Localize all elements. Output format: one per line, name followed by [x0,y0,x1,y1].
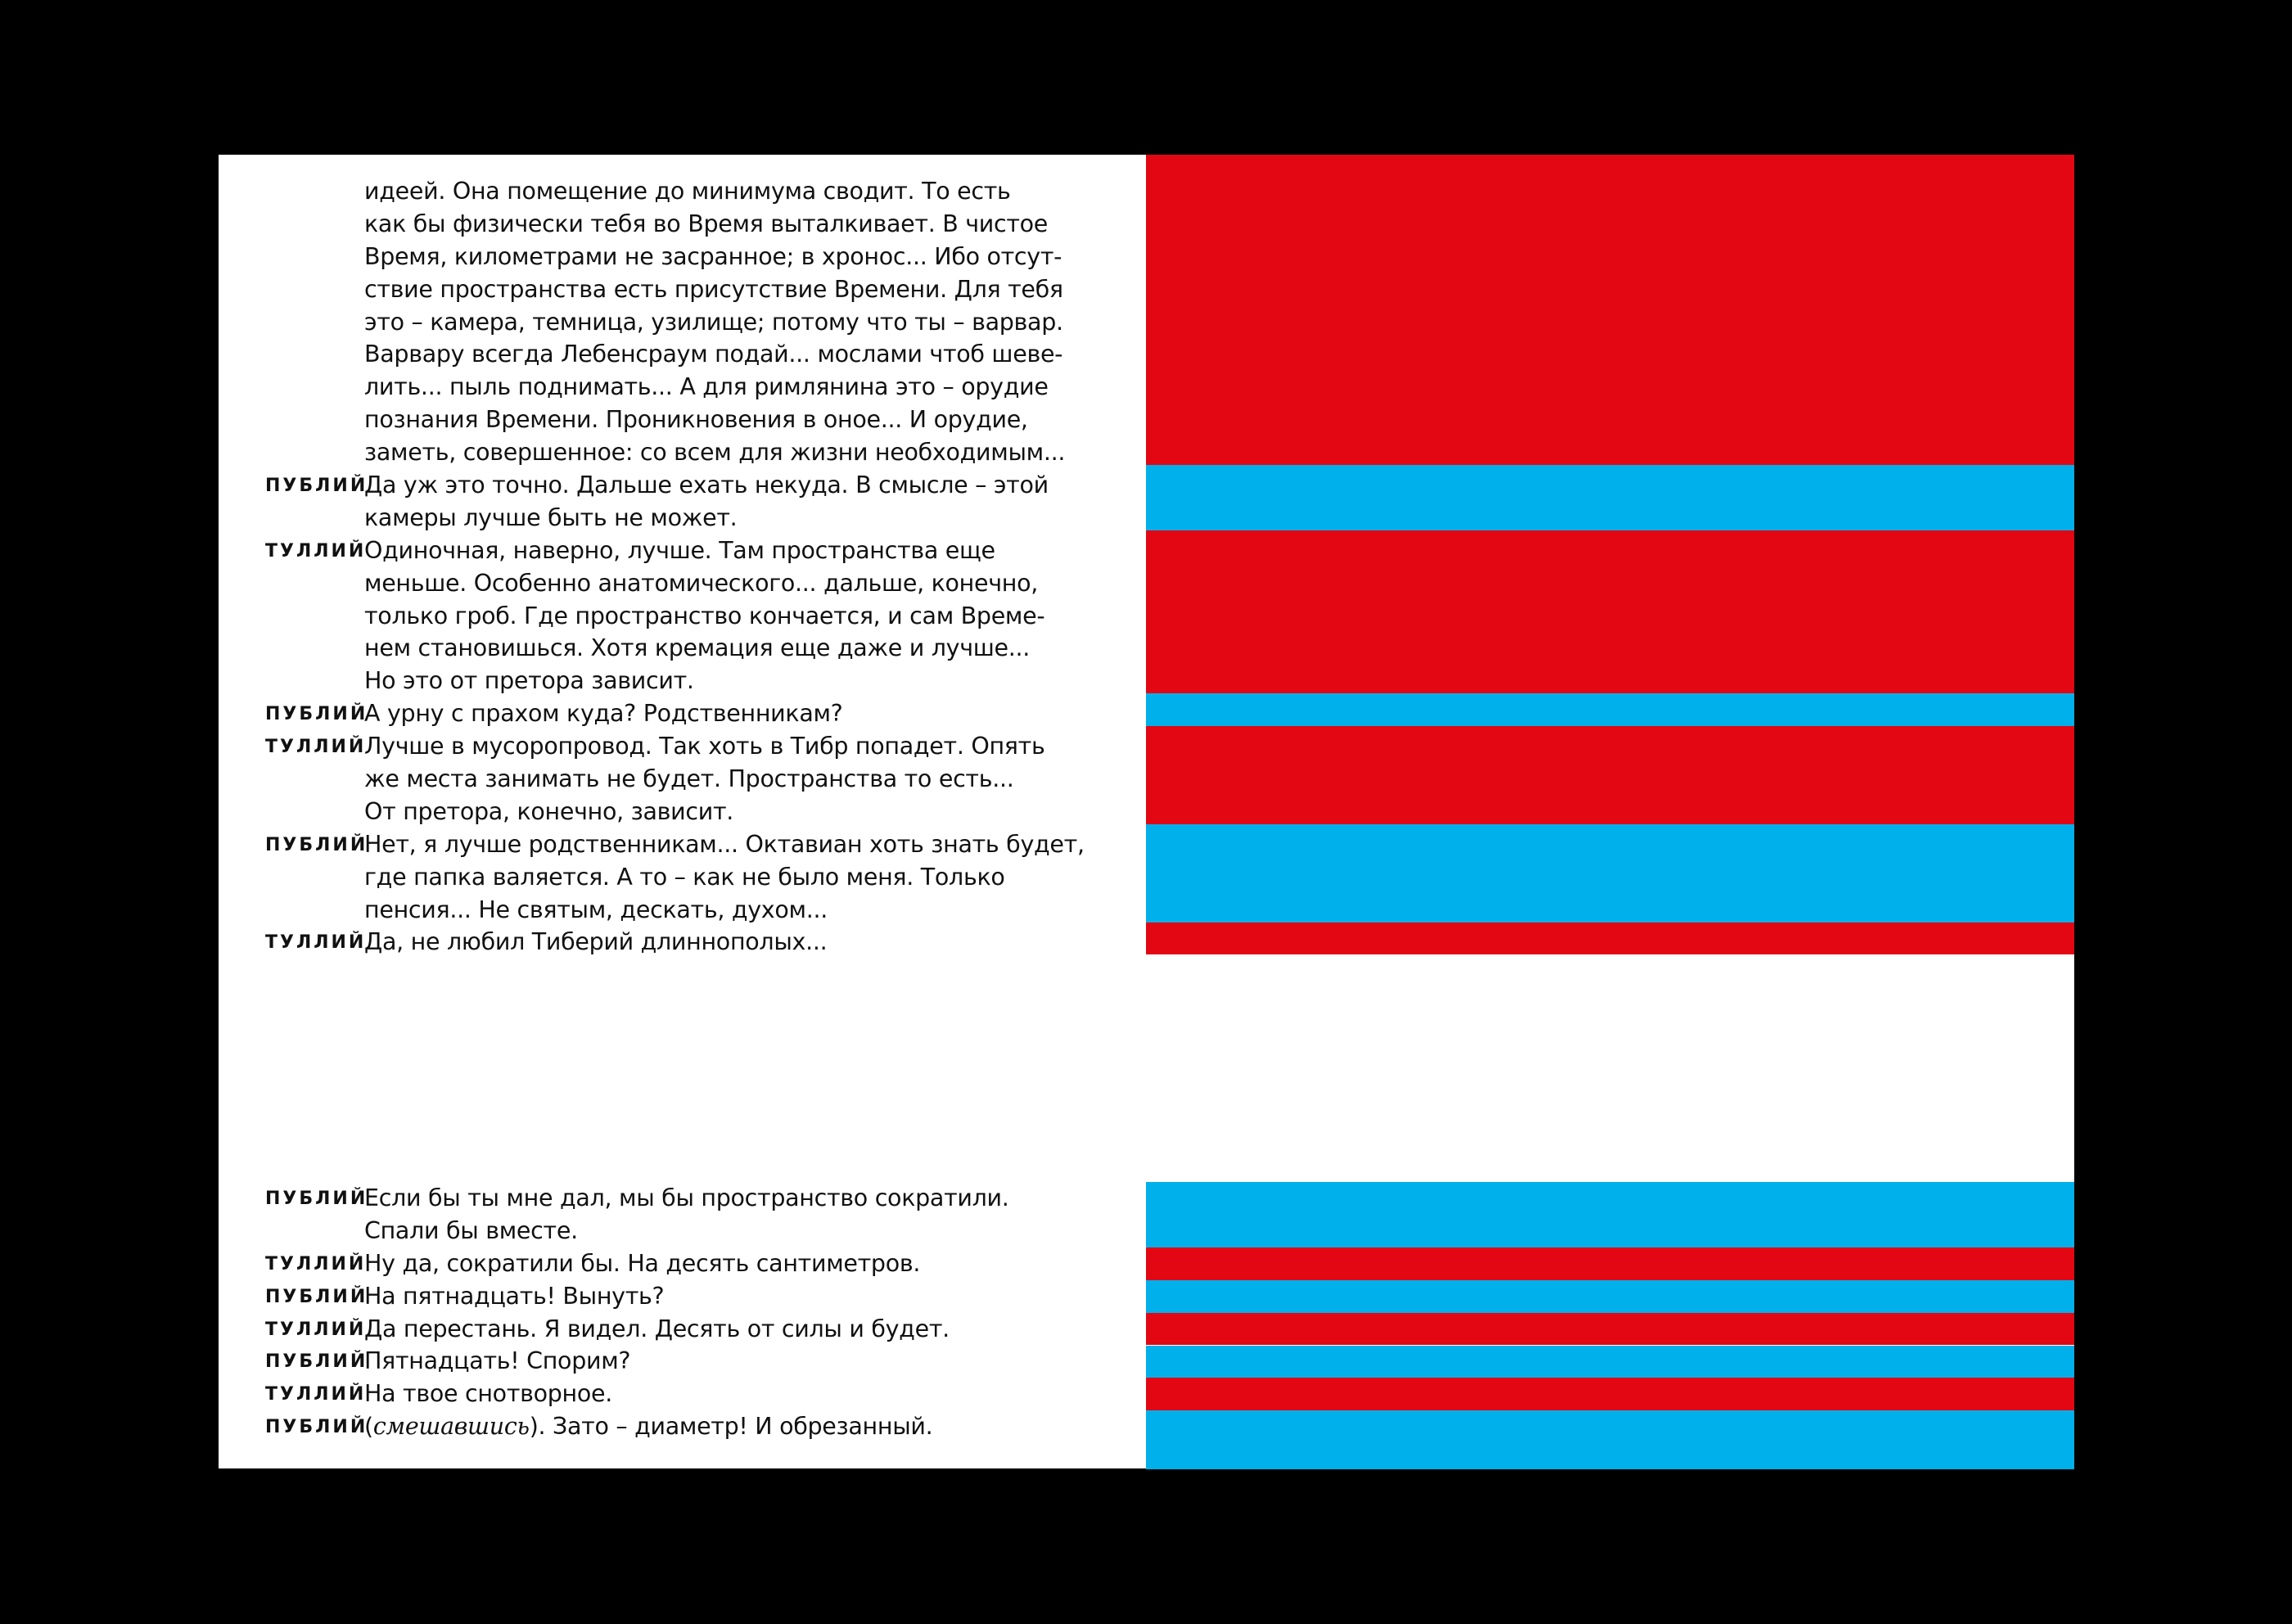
text-segment: ( [364,1413,373,1441]
dialogue-text: лить... пыль поднимать... А для римлянина это – орудие [364,373,1049,401]
speaker-name: ТУЛЛИЙ [265,932,367,954]
dialogue-text: познания Времени. Проникновения в оное... И орудие, [364,406,1028,434]
dialogue-line [219,926,1146,959]
dialogue-text: Время, километрами не засранное; в хронос... Ибо отсут- [364,242,1063,270]
dialogue-line [219,697,1146,730]
dialogue-text: Одиночная, наверно, лучше. Там пространства еще [364,536,995,564]
text-segment: ). Зато – диаметр! И обрезанный. [529,1413,933,1441]
dialogue-line [219,828,1146,861]
dialogue-line [219,1345,1146,1378]
dialogue-text: меньше. Особенно анатомического... дальше, конечно, [364,569,1038,597]
dialogue-line [219,436,1146,469]
red-band [1146,923,2074,955]
dialogue-line [219,306,1146,339]
dialogue-line [219,371,1146,404]
dialogue-text: Если бы ты мне дал, мы бы пространство сократили. [364,1184,1009,1211]
dialogue-block-top [219,175,1146,959]
speaker-name: ТУЛЛИЙ [265,1384,367,1405]
dialogue-text: как бы физически тебя во Время выталкивает. В чистое [364,210,1049,237]
speaker-name: ПУБЛИЙ [265,1417,368,1438]
dialogue-line [219,1247,1146,1280]
stage-direction: смешавшись [372,1413,530,1441]
dialogue-text [364,1410,932,1443]
red-band [1146,726,2074,824]
dialogue-text: пенсия... Не святым, дескать, духом... [364,895,828,923]
dialogue-text: Варвару всегда Лебенсраум подай... мослами чтоб шеве- [364,341,1063,368]
blue-band [1146,465,2074,530]
dialogue-text: Но это от претора зависит. [364,667,694,695]
dialogue-line [219,338,1146,371]
dialogue-text: только гроб. Где пространство кончается, и сам Време- [364,602,1045,629]
dialogue-text: же места занимать не будет. Пространства то есть... [364,765,1014,793]
dialogue-text: где папка валяется. А то – как не было меня. Только [364,863,1005,891]
speaker-name: ПУБЛИЙ [265,704,368,725]
dialogue-text: А урну с прахом куда? Родственникам? [364,700,843,728]
dialogue-line [219,861,1146,894]
right-page [1146,155,2074,1468]
dialogue-line [219,1378,1146,1410]
dialogue-text: От претора, конечно, зависит. [364,797,734,825]
dialogue-text: ствие пространства есть присутствие Времени. Для тебя [364,275,1063,303]
speaker-name: ТУЛЛИЙ [265,1253,367,1274]
blue-band [1146,693,2074,726]
speaker-name: ТУЛЛИЙ [265,540,367,562]
speaker-name: ПУБЛИЙ [265,476,368,497]
dialogue-line [219,241,1146,273]
dialogue-text: заметь, совершенное: со всем для жизни необходимым... [364,439,1066,467]
blue-band [1146,1182,2074,1247]
dialogue-text: Ну да, сократили бы. На десять сантиметров. [364,1249,921,1277]
dialogue-line [219,1280,1146,1313]
left-page [219,155,1146,1468]
red-band [1146,1378,2074,1410]
book-spread [219,155,2074,1468]
red-band [1146,1313,2074,1346]
speaker-name: ПУБЛИЙ [265,1286,368,1307]
dialogue-line [219,665,1146,697]
dialogue-text: идеей. Она помещение до минимума сводит. То есть [364,178,1011,205]
dialogue-text: Да перестань. Я видел. Десять от силы и будет. [364,1315,950,1342]
dialogue-line [219,175,1146,208]
dialogue-text: Да, не любил Тиберий длиннополых... [364,928,828,956]
speaker-name: ПУБЛИЙ [265,1189,368,1209]
dialogue-text: это – камера, темница, узилище; потому что ты – варвар. [364,308,1063,336]
dialogue-text: На пятнадцать! Вынуть? [364,1282,665,1310]
blue-band [1146,1280,2074,1313]
dialogue-text: Спали бы вместе. [364,1216,578,1244]
dialogue-line [219,1410,1146,1443]
blue-band [1146,824,2074,923]
dialogue-text: На твое снотворное. [364,1380,613,1408]
blue-band [1146,1410,2074,1469]
dialogue-line [219,1313,1146,1346]
dialogue-line [219,763,1146,796]
blue-band [1146,1346,2074,1378]
dialogue-text: нем становишься. Хотя кремация еще даже и лучше... [364,634,1031,662]
speaker-name: ТУЛЛИЙ [265,1319,367,1340]
dialogue-line [219,1215,1146,1247]
dialogue-block-bottom [219,1182,1146,1443]
dialogue-line [219,1182,1146,1215]
dialogue-line [219,273,1146,306]
red-band [1146,530,2074,694]
dialogue-line [219,567,1146,600]
dialogue-line [219,208,1146,241]
red-band [1146,1247,2074,1280]
speaker-name: ПУБЛИЙ [265,1351,368,1373]
dialogue-line [219,894,1146,927]
dialogue-line [219,404,1146,436]
dialogue-line [219,632,1146,665]
dialogue-line [219,535,1146,567]
speaker-name: ТУЛЛИЙ [265,737,367,758]
dialogue-line [219,600,1146,633]
red-band [1146,155,2074,465]
dialogue-text: Пятнадцать! Спорим? [364,1347,631,1375]
dialogue-line [219,469,1146,502]
dialogue-text: Лучше в мусоропровод. Так хоть в Тибр попадет. Опять [364,733,1045,760]
speaker-name: ПУБЛИЙ [265,834,368,855]
dialogue-text: Нет, я лучше родственникам... Октавиан хоть знать будет, [364,830,1085,858]
dialogue-line [219,796,1146,828]
dialogue-text: камеры лучше быть не может. [364,503,738,531]
dialogue-line [219,730,1146,763]
dialogue-line [219,502,1146,535]
dialogue-text: Да уж это точно. Дальше ехать некуда. В смысле – этой [364,471,1049,499]
